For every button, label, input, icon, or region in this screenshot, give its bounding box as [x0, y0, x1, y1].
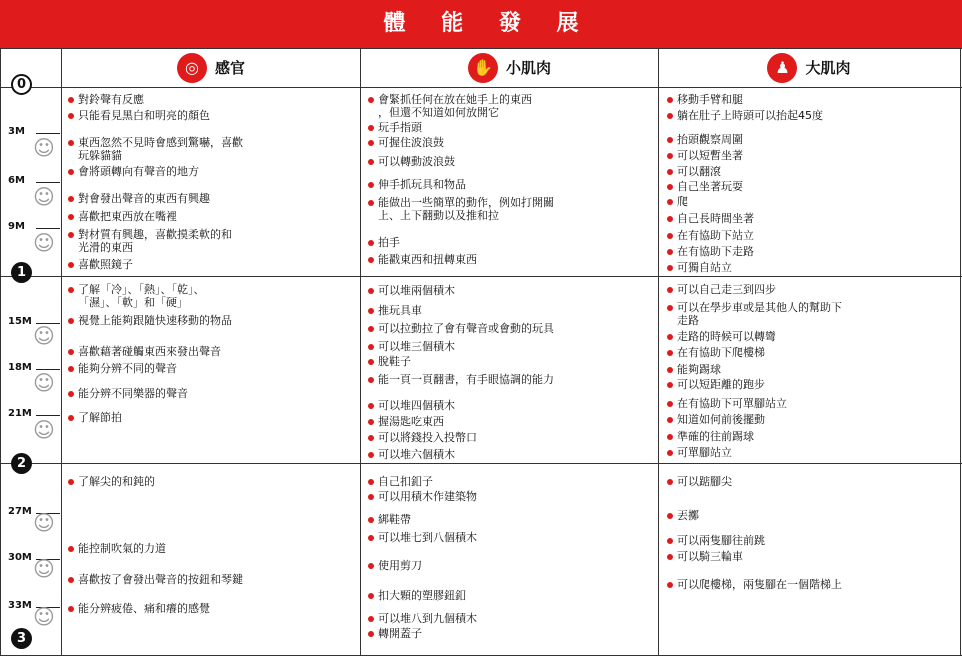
- milestone-text: 可以自己走三到四步: [677, 283, 776, 296]
- milestone-text: 移動手臂和腿: [677, 93, 743, 106]
- milestone-item: [667, 446, 955, 459]
- milestone-item: [68, 283, 356, 309]
- baby-icon: ☺: [33, 511, 55, 535]
- milestone-text: 爬: [677, 195, 688, 208]
- bullet-dot: [368, 125, 374, 131]
- month-label: 27M: [8, 506, 32, 517]
- page-title: 體 能 發 展: [383, 11, 593, 36]
- milestone-item: [368, 589, 654, 602]
- milestone-text: 可以堆七到八個積木: [378, 531, 477, 544]
- column-label: 感官: [214, 59, 245, 77]
- month-label: 30M: [8, 552, 32, 563]
- milestone-item: [368, 178, 654, 191]
- milestone-item: [368, 155, 654, 168]
- milestone-text: 走路的時候可以轉彎: [677, 330, 776, 343]
- milestone-item: [68, 165, 356, 178]
- baby-icon: ☺: [33, 324, 55, 348]
- milestone-text: 能夠分辨不同的聲音: [78, 362, 177, 375]
- milestone-text: 自己坐著玩耍: [677, 180, 743, 193]
- ear-icon: ◎: [177, 53, 207, 83]
- milestone-text: 自己扣釦子: [378, 475, 433, 488]
- milestone-item: [667, 550, 955, 563]
- month-label: 3M: [8, 126, 25, 137]
- bullet-dot: [667, 184, 673, 190]
- bullet-dot: [68, 113, 74, 119]
- bullet-dot: [368, 140, 374, 146]
- bullet-dot: [68, 214, 74, 220]
- milestone-item: [667, 475, 955, 488]
- bullet-dot: [68, 366, 74, 372]
- bullet-dot: [368, 403, 374, 409]
- bullet-dot: [368, 535, 374, 541]
- age-marker: 1: [11, 262, 32, 283]
- grid-hline: [0, 655, 962, 656]
- milestone-text: 能做出一些簡單的動作，例如打開關 上、上下翻動以及推和拉: [378, 196, 554, 222]
- milestone-text: 可單腳站立: [677, 446, 732, 459]
- milestone-item: [368, 322, 654, 335]
- milestone-item: [368, 612, 654, 625]
- milestone-item: [68, 411, 356, 424]
- baby-icon: ☺: [33, 418, 55, 442]
- milestone-item: [68, 109, 356, 122]
- bullet-dot: [368, 593, 374, 599]
- milestone-item: [368, 448, 654, 461]
- bullet-dot: [68, 577, 74, 583]
- column-label: 大肌肉: [805, 59, 851, 77]
- milestone-item: [68, 387, 356, 400]
- milestone-text: 對會發出聲音的東西有興趣: [78, 192, 210, 205]
- bullet-dot: [368, 479, 374, 485]
- milestone-item: [667, 578, 955, 591]
- milestone-text: 伸手抓玩具和物品: [378, 178, 466, 191]
- milestone-text: 可以在學步車或是其他人的幫助下 走路: [677, 301, 842, 327]
- milestone-item: [68, 258, 356, 271]
- month-label: 6M: [8, 175, 25, 186]
- milestone-item: [667, 283, 955, 296]
- milestone-item: [667, 109, 955, 122]
- milestone-item: [368, 340, 654, 353]
- milestone-item: [368, 399, 654, 412]
- milestone-text: 玩手指頭: [378, 121, 422, 134]
- milestone-text: 準確的往前踢球: [677, 430, 754, 443]
- milestone-text: 抬頭觀察周圍: [677, 133, 743, 146]
- bullet-dot: [667, 233, 673, 239]
- milestone-text: 推玩具車: [378, 304, 422, 317]
- grid-vline: [61, 48, 62, 655]
- milestone-item: [368, 513, 654, 526]
- bullet-dot: [368, 419, 374, 425]
- age-marker: 0: [11, 74, 32, 95]
- grid-vline: [960, 48, 961, 655]
- milestone-item: [667, 330, 955, 343]
- milestone-text: 可以堆六個積木: [378, 448, 455, 461]
- milestone-text: 躺在肚子上時頭可以抬起45度: [677, 109, 823, 122]
- milestone-text: 視覺上能夠跟隨快速移動的物品: [78, 314, 232, 327]
- month-label: 15M: [8, 316, 32, 327]
- bullet-dot: [68, 140, 74, 146]
- milestone-text: 可以爬樓梯，兩隻腳在一個階梯上: [677, 578, 842, 591]
- milestone-text: 喜歡把東西放在嘴裡: [78, 210, 177, 223]
- milestone-item: [68, 210, 356, 223]
- grid-hline: [0, 87, 962, 88]
- bullet-dot: [68, 546, 74, 552]
- bullet-dot: [368, 517, 374, 523]
- body-icon: ♟: [767, 53, 797, 83]
- bullet-dot: [368, 240, 374, 246]
- bullet-dot: [368, 344, 374, 350]
- grid-hline: [0, 463, 962, 464]
- milestone-text: 在有協助下站立: [677, 229, 754, 242]
- milestone-item: [667, 509, 955, 522]
- bullet-dot: [368, 377, 374, 383]
- bullet-dot: [667, 401, 673, 407]
- milestone-item: [667, 149, 955, 162]
- bullet-dot: [68, 287, 74, 293]
- milestone-text: 了解「冷」、「熱」、「乾」、 「濕」、「軟」和「硬」: [78, 283, 205, 309]
- milestone-item: [368, 373, 654, 386]
- milestone-text: 能一頁一頁翻書，有手眼協調的能力: [378, 373, 554, 386]
- bullet-dot: [68, 97, 74, 103]
- milestone-item: [667, 229, 955, 242]
- bullet-dot: [667, 479, 673, 485]
- milestone-text: 可以堆三個積木: [378, 340, 455, 353]
- milestone-text: 拍手: [378, 236, 400, 249]
- bullet-dot: [667, 305, 673, 311]
- baby-icon: ☺: [33, 231, 55, 255]
- milestone-text: 了解節拍: [78, 411, 122, 424]
- bullet-dot: [368, 563, 374, 569]
- bullet-dot: [68, 415, 74, 421]
- baby-icon: ☺: [33, 136, 55, 160]
- milestone-item: [667, 378, 955, 391]
- milestone-text: 握湯匙吃東西: [378, 415, 444, 428]
- milestone-item: [368, 136, 654, 149]
- milestone-item: [667, 245, 955, 258]
- bullet-dot: [368, 359, 374, 365]
- milestone-text: 可以堆兩個積木: [378, 284, 455, 297]
- hand-icon: ✋: [468, 53, 498, 83]
- milestone-item: [68, 93, 356, 106]
- milestone-item: [368, 284, 654, 297]
- column-header-gross-motor: [659, 49, 959, 86]
- bullet-dot: [368, 616, 374, 622]
- baby-icon: ☺: [33, 605, 55, 629]
- milestone-text: 脫鞋子: [378, 355, 411, 368]
- milestone-text: 對鈴聲有反應: [78, 93, 144, 106]
- milestone-text: 會將頭轉向有聲音的地方: [78, 165, 199, 178]
- bullet-dot: [667, 450, 673, 456]
- bullet-dot: [667, 382, 673, 388]
- bullet-dot: [368, 288, 374, 294]
- bullet-dot: [68, 479, 74, 485]
- milestone-item: [68, 573, 356, 586]
- bullet-dot: [368, 494, 374, 500]
- milestone-text: 知道如何前後擺動: [677, 413, 765, 426]
- milestone-text: 了解尖的和鈍的: [78, 475, 155, 488]
- milestone-item: [68, 314, 356, 327]
- milestone-item: [667, 261, 955, 274]
- bullet-dot: [667, 216, 673, 222]
- column-header-sensory: [62, 49, 360, 86]
- milestone-text: 能控制吹氣的力道: [78, 542, 166, 555]
- milestone-text: 東西忽然不見時會感到驚嚇，喜歡 玩躲貓貓: [78, 136, 243, 162]
- milestone-item: [68, 475, 356, 488]
- milestone-text: 可以用積木作建築物: [378, 490, 477, 503]
- milestone-text: 使用剪刀: [378, 559, 422, 572]
- milestone-item: [368, 196, 654, 222]
- bullet-dot: [368, 182, 374, 188]
- milestone-item: [368, 431, 654, 444]
- milestone-item: [368, 93, 654, 119]
- milestone-text: 能夠踢球: [677, 363, 721, 376]
- milestone-item: [667, 133, 955, 146]
- bullet-dot: [68, 349, 74, 355]
- bullet-dot: [368, 308, 374, 314]
- milestone-text: 可獨自站立: [677, 261, 732, 274]
- bullet-dot: [368, 631, 374, 637]
- column-header-fine-motor: [361, 49, 658, 86]
- bullet-dot: [68, 318, 74, 324]
- bullet-dot: [667, 582, 673, 588]
- milestone-item: [667, 195, 955, 208]
- milestone-text: 丟擲: [677, 509, 699, 522]
- milestone-text: 可以短距離的跑步: [677, 378, 765, 391]
- milestone-item: [368, 531, 654, 544]
- milestone-text: 可以翻滾: [677, 165, 721, 178]
- milestone-text: 會緊抓任何在放在她手上的東西 ，但還不知道如何放開它: [378, 93, 532, 119]
- milestone-text: 可以兩隻腳往前跳: [677, 534, 765, 547]
- milestone-item: [667, 93, 955, 106]
- milestone-text: 綁鞋帶: [378, 513, 411, 526]
- milestone-item: [68, 136, 356, 162]
- bullet-dot: [667, 169, 673, 175]
- bullet-dot: [667, 417, 673, 423]
- milestone-text: 可握住波浪鼓: [378, 136, 444, 149]
- grid-vline: [658, 48, 659, 655]
- bullet-dot: [368, 97, 374, 103]
- milestone-item: [667, 430, 955, 443]
- milestone-item: [368, 121, 654, 134]
- milestone-item: [667, 363, 955, 376]
- month-label: 18M: [8, 362, 32, 373]
- milestone-text: 可以拉動拉了會有聲音或會動的玩具: [378, 322, 554, 335]
- bullet-dot: [68, 606, 74, 612]
- milestone-text: 在有協助下可單腳站立: [677, 397, 787, 410]
- bullet-dot: [667, 538, 673, 544]
- bullet-dot: [368, 200, 374, 206]
- milestone-item: [667, 534, 955, 547]
- milestone-item: [667, 397, 955, 410]
- milestone-text: 可以騎三輪車: [677, 550, 743, 563]
- bullet-dot: [68, 232, 74, 238]
- milestone-text: 扣大顆的塑膠鈕釦: [378, 589, 466, 602]
- milestone-text: 可以轉動波浪鼓: [378, 155, 455, 168]
- bullet-dot: [667, 367, 673, 373]
- bullet-dot: [368, 452, 374, 458]
- bullet-dot: [368, 257, 374, 263]
- bullet-dot: [68, 196, 74, 202]
- age-marker: 3: [11, 628, 32, 649]
- milestone-text: 能分辨不同樂器的聲音: [78, 387, 188, 400]
- bullet-dot: [667, 153, 673, 159]
- bullet-dot: [68, 262, 74, 268]
- grid-vline: [0, 48, 1, 655]
- milestone-item: [368, 490, 654, 503]
- bullet-dot: [667, 350, 673, 356]
- milestone-item: [667, 165, 955, 178]
- milestone-text: 可以堆四個積木: [378, 399, 455, 412]
- month-label: 33M: [8, 600, 32, 611]
- bullet-dot: [667, 199, 673, 205]
- column-label: 小肌肉: [505, 59, 551, 77]
- milestone-item: [68, 228, 356, 254]
- milestone-text: 能分辨疲倦、痛和癢的感覺: [78, 602, 210, 615]
- milestone-item: [68, 602, 356, 615]
- milestone-item: [368, 253, 654, 266]
- milestone-text: 喜歡按了會發出聲音的按鈕和琴鍵: [78, 573, 243, 586]
- milestone-text: 在有協助下爬樓梯: [677, 346, 765, 359]
- milestone-item: [368, 304, 654, 317]
- milestone-text: 可以短暫坐著: [677, 149, 743, 162]
- milestone-item: [368, 236, 654, 249]
- baby-icon: ☺: [33, 185, 55, 209]
- milestone-text: 喜歡照鏡子: [78, 258, 133, 271]
- bullet-dot: [667, 97, 673, 103]
- bullet-dot: [68, 391, 74, 397]
- milestone-item: [667, 180, 955, 193]
- baby-icon: ☺: [33, 557, 55, 581]
- baby-icon: ☺: [33, 371, 55, 395]
- milestone-text: 喜歡藉著碰觸東西來發出聲音: [78, 345, 221, 358]
- milestone-text: 在有協助下走路: [677, 245, 754, 258]
- bullet-dot: [368, 159, 374, 165]
- milestone-text: 自己長時間坐著: [677, 212, 754, 225]
- bullet-dot: [667, 113, 673, 119]
- bullet-dot: [667, 513, 673, 519]
- age-marker: 2: [11, 453, 32, 474]
- milestone-item: [667, 346, 955, 359]
- bullet-dot: [368, 326, 374, 332]
- milestone-item: [368, 559, 654, 572]
- milestone-item: [368, 475, 654, 488]
- milestone-text: 只能看見黑白和明亮的顏色: [78, 109, 210, 122]
- grid-hline: [0, 276, 962, 277]
- bullet-dot: [68, 169, 74, 175]
- milestone-item: [68, 362, 356, 375]
- milestone-item: [368, 355, 654, 368]
- milestone-item: [68, 542, 356, 555]
- milestone-item: [667, 301, 955, 327]
- milestone-item: [667, 413, 955, 426]
- bullet-dot: [667, 249, 673, 255]
- bullet-dot: [667, 434, 673, 440]
- bullet-dot: [667, 287, 673, 293]
- bullet-dot: [667, 334, 673, 340]
- milestone-text: 轉開蓋子: [378, 627, 422, 640]
- milestone-text: 可以將錢投入投幣口: [378, 431, 477, 444]
- bullet-dot: [368, 435, 374, 441]
- month-label: 9M: [8, 221, 25, 232]
- bullet-dot: [667, 554, 673, 560]
- milestone-text: 可以踮腳尖: [677, 475, 732, 488]
- month-label: 21M: [8, 408, 32, 419]
- bullet-dot: [667, 137, 673, 143]
- milestone-text: 對材質有興趣，喜歡摸柔軟的和 光滑的東西: [78, 228, 232, 254]
- grid-vline: [360, 48, 361, 655]
- bullet-dot: [667, 265, 673, 271]
- milestone-text: 可以堆八到九個積木: [378, 612, 477, 625]
- milestone-item: [68, 192, 356, 205]
- milestone-item: [368, 627, 654, 640]
- milestone-item: [368, 415, 654, 428]
- milestone-item: [667, 212, 955, 225]
- milestone-text: 能戳東西和扭轉東西: [378, 253, 477, 266]
- milestone-item: [68, 345, 356, 358]
